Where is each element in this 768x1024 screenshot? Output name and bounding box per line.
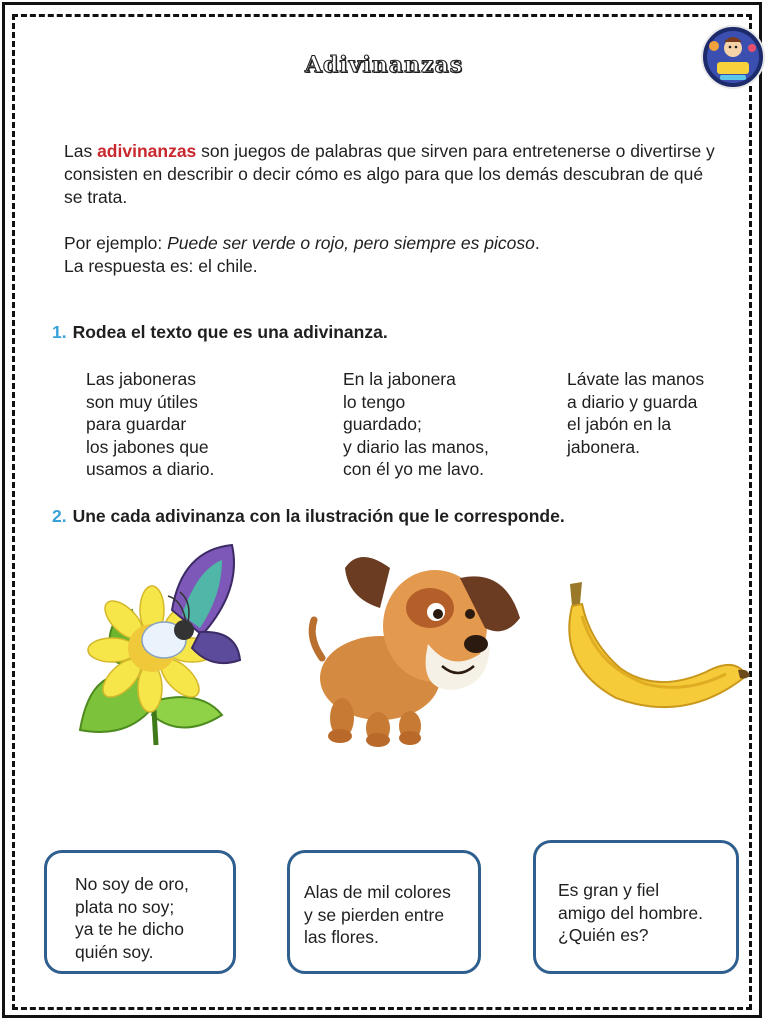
question-1-text: Rodea el texto que es una adivinanza. [72, 322, 388, 342]
question-2 [52, 506, 565, 527]
example-answer: La respuesta es: el chile. [64, 256, 258, 276]
intro-paragraph [64, 140, 724, 209]
riddle-card-3[interactable] [533, 840, 739, 974]
riddle-line: amigo del hombre. [558, 902, 703, 923]
riddle-line: Alas de mil colores [304, 882, 451, 902]
riddle-text [304, 881, 451, 949]
riddle-text [558, 879, 703, 947]
question-1 [52, 322, 388, 343]
riddle-line: y se pierden entre [304, 904, 445, 925]
riddle-line: quién soy. [75, 941, 154, 962]
dog-illustration[interactable] [300, 548, 530, 748]
text-line: los jabones que [86, 436, 209, 457]
text-option-1[interactable] [86, 368, 214, 481]
text-line: para guardar [86, 414, 187, 434]
question-2-text: Une cada adivinanza con la ilustración que le corresponde. [72, 506, 565, 526]
text-line: Las jaboneras [86, 369, 196, 389]
intro-before: Las [64, 141, 98, 161]
text-line: lo tengo [343, 391, 406, 412]
banana-illustration[interactable] [556, 576, 756, 726]
butterfly-flower-illustration[interactable] [72, 540, 252, 750]
example-riddle: Puede ser verde o rojo, pero siempre es picoso [167, 233, 535, 253]
text-line: jabonera. [567, 436, 640, 457]
riddle-line: No soy de oro, [75, 874, 189, 894]
text-line: guardado; [343, 414, 422, 434]
text-line: a diario y guarda [567, 391, 698, 412]
example-period: . [534, 233, 540, 253]
intro-after: son juegos de palabras que sirven para entretenerse o divertirse y consisten en describir o decir cómo es algo para que los demás descubran de qué se trata. [64, 141, 715, 207]
riddle-line: Es gran y fiel [558, 880, 660, 900]
example-paragraph [64, 232, 724, 278]
page-title: Adivinanzas [304, 52, 464, 78]
riddle-card-1[interactable] [44, 850, 236, 974]
riddle-line: ¿Quién es? [558, 925, 649, 945]
question-2-number: 2. [52, 506, 67, 526]
intro-highlight: adivinanzas [97, 141, 197, 161]
text-option-3[interactable] [567, 368, 704, 458]
riddle-line: ya te he dicho [75, 919, 184, 939]
text-line: Lávate las manos [567, 369, 705, 389]
example-label: Por ejemplo: [64, 233, 168, 253]
text-option-2[interactable] [343, 368, 489, 481]
text-line: y diario las manos, [343, 436, 489, 457]
text-line: En la jabonera [343, 369, 456, 389]
text-line: son muy útiles [86, 391, 198, 412]
material-didactico-logo [700, 24, 766, 90]
riddle-card-2[interactable] [287, 850, 481, 974]
question-1-number: 1. [52, 322, 67, 342]
riddle-text [75, 873, 189, 963]
text-line: el jabón en la [567, 414, 672, 434]
riddle-line: las flores. [304, 927, 379, 947]
riddle-line: plata no soy; [75, 896, 175, 917]
text-line: con él yo me lavo. [343, 459, 485, 479]
text-line: usamos a diario. [86, 459, 215, 479]
